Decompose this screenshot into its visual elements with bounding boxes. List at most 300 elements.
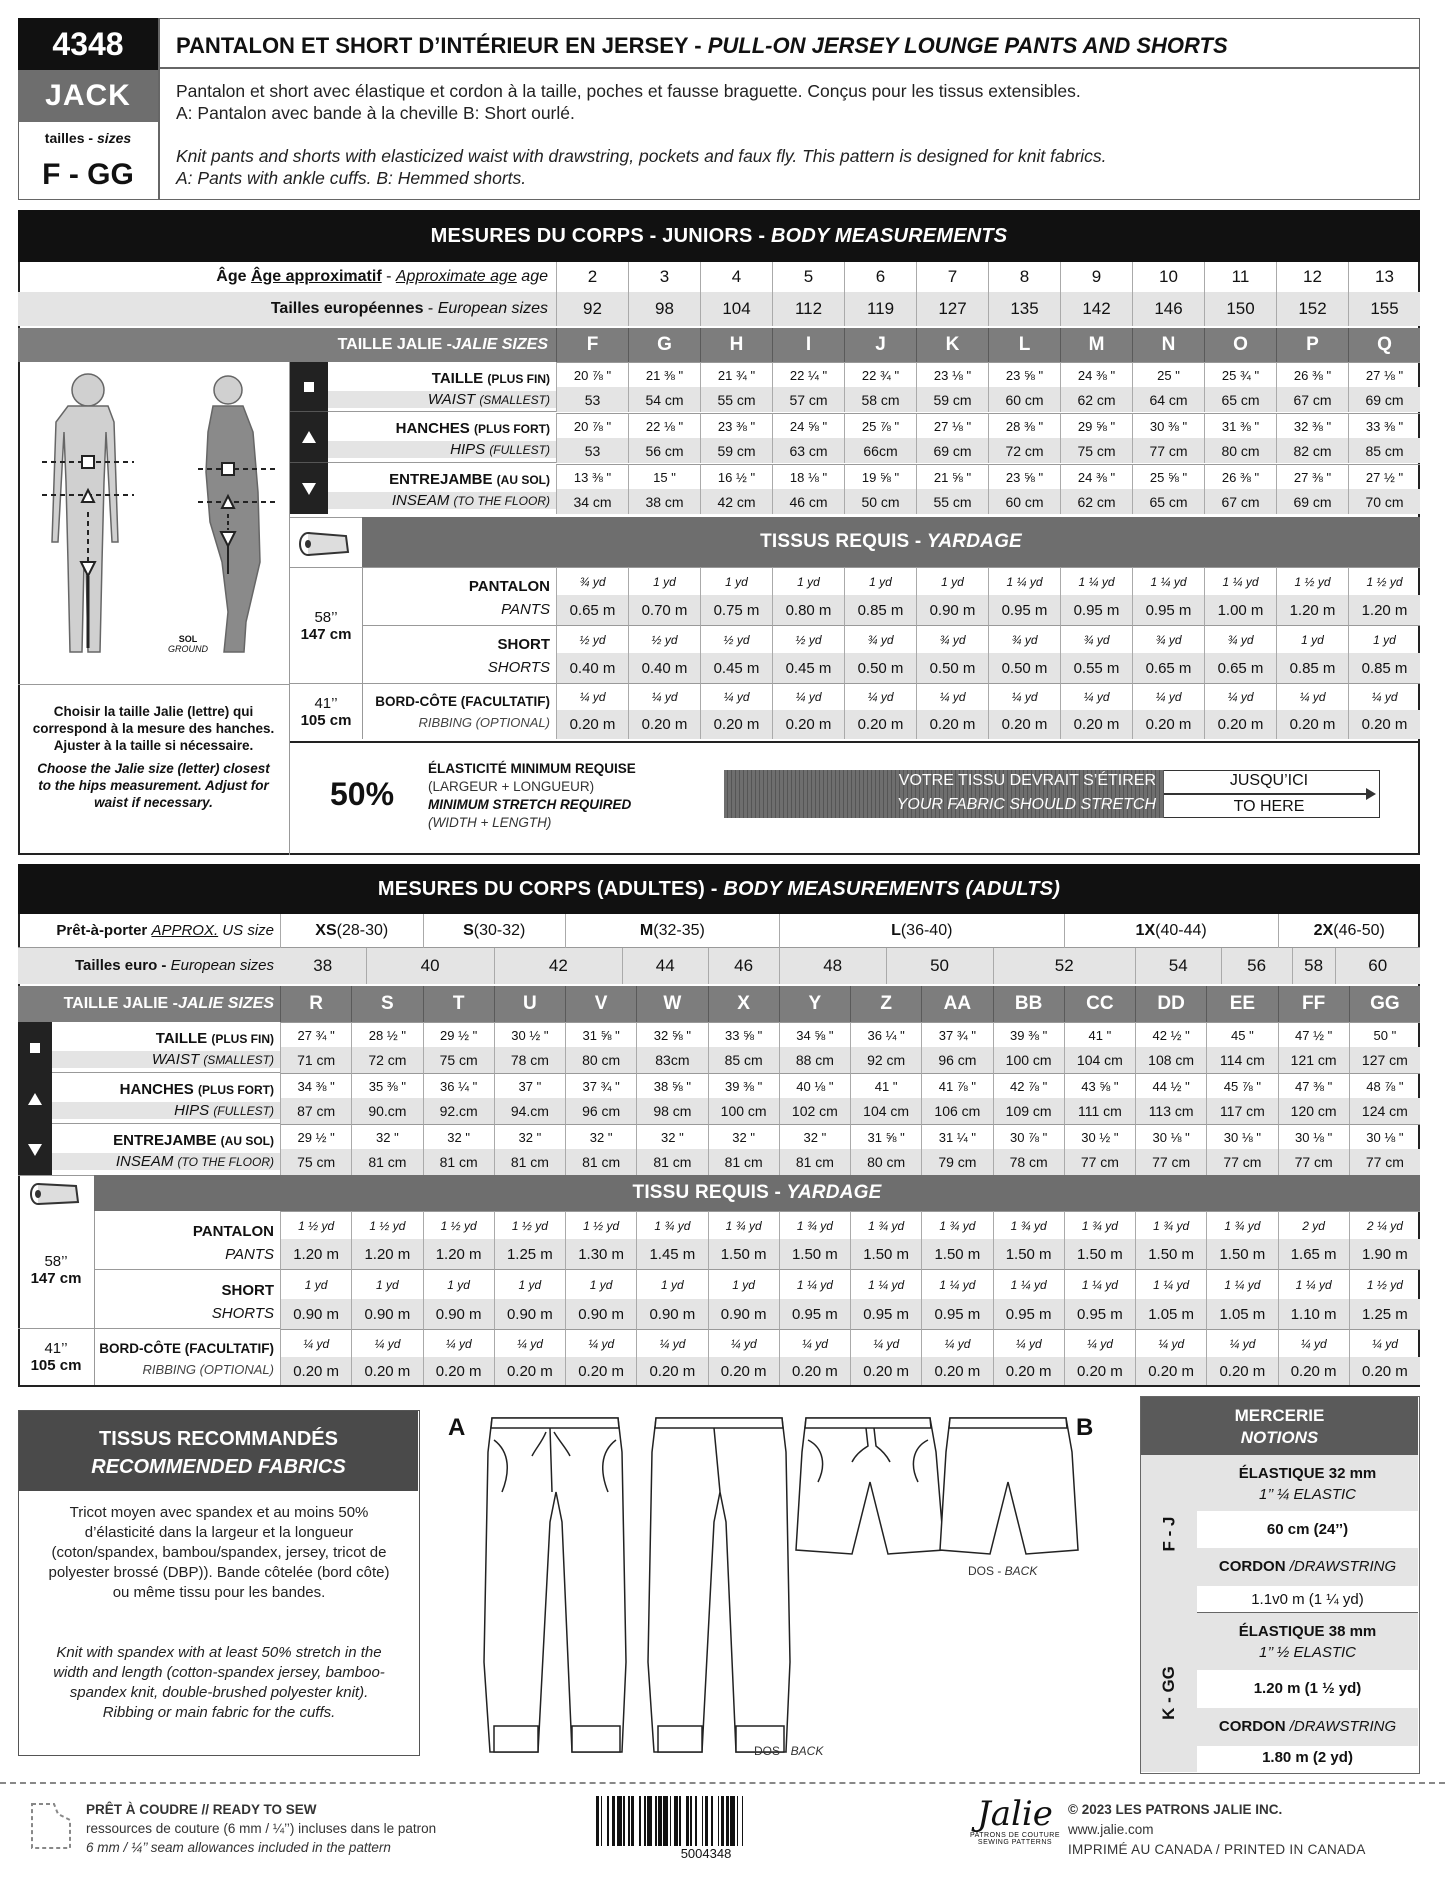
hips-cm-cell: 80 cm (1204, 438, 1276, 463)
inseam-in-cell: 27 ⅜ " (1276, 464, 1348, 489)
pants-m-cell: 0.80 m (772, 595, 844, 625)
adult-waist-cm-cell: 92 cm (850, 1047, 921, 1073)
euro-size-cell: 38 (313, 956, 333, 975)
adult-hips-cm-cell: 106 cm (921, 1098, 992, 1124)
waist-cm-cell: 62 cm (1060, 387, 1132, 412)
rtw-size-cell (779, 914, 1064, 948)
rib-yd-cell: ¼ yd (700, 683, 772, 710)
hips-cm-cell: 72 cm (988, 438, 1060, 463)
adult-pants-yd-cell: 1 ½ yd (423, 1211, 494, 1239)
adult-hips-cm-cell: 98 cm (636, 1098, 707, 1124)
waist-cm-cell: 59 cm (916, 387, 988, 412)
adult-hips-in-cell: 36 ¼ " (423, 1073, 494, 1098)
shorts-m-cell: 0.45 m (700, 653, 772, 683)
adults-euro-values (280, 948, 1420, 984)
adult-inseam-in-cell: 31 ¼ " (921, 1124, 992, 1149)
euro-size-cell: 42 (494, 948, 622, 984)
rib-m-cell: 0.20 m (988, 710, 1060, 739)
adult-hips-cm-cell: 96 cm (565, 1098, 636, 1124)
adult-hips-in-cell: 44 ½ " (1135, 1073, 1206, 1098)
adult-waist-cm-cell: 104 cm (1064, 1047, 1135, 1073)
rib-yd-cell: ¼ yd (1132, 683, 1204, 710)
adult-jalie-size-cell: T (423, 986, 494, 1022)
measure-labels: TAILLE (PLUS FIN) WAIST (SMALLEST) HANCHES (PLUS FORT) HIPS (FULLEST) ENTREJAMBE (AU SOL) INSEAM (TO THE FLOOR) (328, 362, 556, 514)
euro-size-cell: 98 (628, 292, 700, 326)
adult-hips-cm-cell: 90.cm (351, 1098, 422, 1124)
adult-shorts-m-cell: 0.95 m (779, 1299, 850, 1329)
adult-jalie-size-cell: CC (1064, 986, 1135, 1022)
barcode-bar (702, 1796, 704, 1846)
adult-hips-cm-cell: 111 cm (1064, 1098, 1135, 1124)
rib-m-cell: 0.20 m (1276, 710, 1348, 739)
adult-shorts-yd-cell: 1 yd (636, 1269, 707, 1299)
pants-m-cell: 0.65 m (556, 595, 628, 625)
hips-cm-cell: 59 cm (700, 438, 772, 463)
adult-rib-m-cell: 0.20 m (351, 1357, 422, 1385)
adult-rib-yd-cell: ¼ yd (351, 1329, 422, 1357)
stretch-percent: 50% (330, 776, 395, 812)
waist-in-cell: 21 ¾ " (700, 362, 772, 387)
pants-yd-cell: 1 yd (700, 567, 772, 595)
pants-label: PANTALON PANTS (362, 567, 556, 625)
adult-inseam-cm-cell: 81 cm (565, 1149, 636, 1175)
waist-cm-cell: 53 (556, 387, 628, 412)
adult-hips-cm-cell: 94.cm (494, 1098, 565, 1124)
rib-yd-cell: ¼ yd (1204, 683, 1276, 710)
rib-m-cell: 0.20 m (844, 710, 916, 739)
adult-rib-m-cell: 0.20 m (993, 1357, 1064, 1385)
pants-yd-cell: 1 ¼ yd (1132, 567, 1204, 595)
inseam-in-cell: 27 ½ " (1348, 464, 1420, 489)
adult-inseam-cm-cell: 81 cm (708, 1149, 779, 1175)
barcode-bar (601, 1796, 603, 1846)
euro-size-cell: 92 (556, 292, 628, 326)
adult-waist-cm-cell: 72 cm (351, 1047, 422, 1073)
pants-m-cell: 0.95 m (1060, 595, 1132, 625)
hips-in-cell: 23 ⅜ " (700, 413, 772, 438)
pants-yd-cell: 1 ½ yd (1276, 567, 1348, 595)
adult-inseam-cm-cell: 77 cm (1135, 1149, 1206, 1175)
barcode-bar (686, 1796, 689, 1846)
rtw-size-range: (28-30) (336, 922, 389, 939)
adult-pants-m-cell: 1.30 m (565, 1239, 636, 1269)
adult-hips-cm-cell: 120 cm (1278, 1098, 1349, 1124)
barcode-bar (718, 1796, 720, 1846)
adult-waist-cm-cell: 83cm (636, 1047, 707, 1073)
shorts-yd-cell: ½ yd (772, 625, 844, 653)
adult-pants-yd-cell: 1 ¾ yd (1064, 1211, 1135, 1239)
jalie-size-cell: I (772, 328, 844, 362)
adult-inseam-in-cell: 32 " (708, 1124, 779, 1149)
jalie-size-cell: G (628, 328, 700, 362)
shorts-back-caption: DOS - BACK (968, 1564, 1038, 1578)
adult-inseam-in-cell: 32 " (494, 1124, 565, 1149)
adult-waist-in-cell: 45 " (1206, 1022, 1277, 1047)
euro-size-cell: 146 (1132, 292, 1204, 326)
adult-inseam-in-cell: 32 " (779, 1124, 850, 1149)
adult-jalie-size-cell: U (494, 986, 565, 1022)
hips-in-cell: 30 ⅜ " (1132, 413, 1204, 438)
inseam-cm-cell: 55 cm (916, 489, 988, 514)
waist-in-cell: 22 ¾ " (844, 362, 916, 387)
waist-in-cell: 23 ⅝ " (988, 362, 1060, 387)
adult-rib-m-cell: 0.20 m (636, 1357, 707, 1385)
inseam-cm-cell: 46 cm (772, 489, 844, 514)
barcode-bar (705, 1796, 708, 1846)
rtw-sizes-row (280, 914, 1420, 948)
hips-cm-cell: 82 cm (1276, 438, 1348, 463)
adult-hips-in-cell: 43 ⅝ " (1064, 1073, 1135, 1098)
fabrics-title-fr: TISSUS RECOMMANDÉS (99, 1428, 338, 1450)
adult-hips-in-cell: 41 " (850, 1073, 921, 1098)
pants-yd-cell: ¾ yd (556, 567, 628, 595)
juniors-title: MESURES DU CORPS - JUNIORS - BODY MEASUREMENTS (18, 210, 1420, 262)
square-icon (30, 1043, 40, 1053)
fabric-roll-icon (290, 517, 362, 567)
rib-yd-cell: ¼ yd (1060, 683, 1132, 710)
adult-hips-cm-cell: 100 cm (708, 1098, 779, 1124)
adult-jalie-size-cell: X (708, 986, 779, 1022)
rtw-size-letter: 2X (1313, 922, 1334, 939)
adult-shorts-m-cell: 0.90 m (351, 1299, 422, 1329)
rtw-size-cell (1278, 914, 1421, 948)
adult-inseam-in-cell: 29 ½ " (280, 1124, 351, 1149)
inseam-in-cell: 23 ⅝ " (988, 464, 1060, 489)
shorts-label: SHORT SHORTS (362, 625, 556, 683)
adult-jalie-size-cell: AA (921, 986, 992, 1022)
rib-m-cell: 0.20 m (1204, 710, 1276, 739)
body-figures (18, 362, 290, 684)
barcode-bar (674, 1796, 677, 1846)
rtw-size-letter: S (463, 922, 474, 939)
hips-cm-cell: 85 cm (1348, 438, 1420, 463)
pants-m-cell: 0.90 m (916, 595, 988, 625)
adult-hips-cm-cell: 117 cm (1206, 1098, 1277, 1124)
waist-in-cell: 20 ⅞ " (556, 362, 628, 387)
adult-shorts-yd-cell: 1 yd (708, 1269, 779, 1299)
adult-hips-in-cell: 38 ⅝ " (636, 1073, 707, 1098)
shorts-m-cell: 0.50 m (916, 653, 988, 683)
adult-rib-yd-cell: ¼ yd (280, 1329, 351, 1357)
hips-in-cell: 29 ⅝ " (1060, 413, 1132, 438)
shorts-m-cell: 0.45 m (772, 653, 844, 683)
adult-pants-yd-cell: 1 ¾ yd (636, 1211, 707, 1239)
barcode-bar (612, 1796, 615, 1846)
adults-measure-labels: TAILLE (PLUS FIN) WAIST (SMALLEST) HANCHES (PLUS FORT) HIPS (FULLEST) ENTREJAMBE (AU SOL) INSEAM (TO THE FLOOR) (52, 1022, 280, 1175)
jalie-size-cell: Q (1348, 328, 1420, 362)
adults-width-58: 58’’ 147 cm (30, 1252, 82, 1287)
shorts-yd-cell: ½ yd (556, 625, 628, 653)
adult-waist-in-cell: 27 ¾ " (280, 1022, 351, 1047)
adult-rib-m-cell: 0.20 m (708, 1357, 779, 1385)
adult-waist-cm-cell: 71 cm (280, 1047, 351, 1073)
rib-m-cell: 0.20 m (700, 710, 772, 739)
euro-size-cell: 104 (700, 292, 772, 326)
adult-pants-yd-cell: 1 ½ yd (280, 1211, 351, 1239)
adult-rib-yd-cell: ¼ yd (850, 1329, 921, 1357)
euro-size-cell: 54 (1135, 948, 1221, 984)
waist-in-cell: 21 ⅜ " (628, 362, 700, 387)
adult-inseam-cm-cell: 78 cm (993, 1149, 1064, 1175)
adult-inseam-cm-cell: 81 cm (779, 1149, 850, 1175)
adult-rib-m-cell: 0.20 m (1064, 1357, 1135, 1385)
adult-pants-yd-cell: 1 ¾ yd (708, 1211, 779, 1239)
shorts-m-cell: 0.85 m (1348, 653, 1420, 683)
rib-yd-cell: ¼ yd (916, 683, 988, 710)
rib-m-cell: 0.20 m (556, 710, 628, 739)
adult-shorts-m-cell: 0.90 m (636, 1299, 707, 1329)
adult-inseam-cm-cell: 81 cm (351, 1149, 422, 1175)
rib-m-cell: 0.20 m (628, 710, 700, 739)
pants-yd-cell: 1 yd (844, 567, 916, 595)
adult-pants-yd-cell: 1 ¾ yd (993, 1211, 1064, 1239)
age-cell: 11 (1204, 262, 1276, 292)
adult-shorts-m-cell: 0.90 m (565, 1299, 636, 1329)
adult-hips-in-cell: 34 ⅜ " (280, 1073, 351, 1098)
rib-yd-cell: ¼ yd (556, 683, 628, 710)
fabric-width-58: 58’’ 147 cm (290, 567, 362, 683)
age-cell: 8 (988, 262, 1060, 292)
adult-rib-m-cell: 0.20 m (423, 1357, 494, 1385)
juniors-yardage-title: TISSUS REQUIS - YARDAGE (362, 517, 1420, 567)
euro-size-cell: 46 (708, 948, 779, 984)
shorts-yd-cell: 1 yd (1276, 625, 1348, 653)
adult-jalie-size-cell: R (280, 986, 351, 1022)
adult-waist-cm-cell: 75 cm (423, 1047, 494, 1073)
adult-pants-m-cell: 1.50 m (779, 1239, 850, 1269)
adult-shorts-yd-cell: 1 ¼ yd (850, 1269, 921, 1299)
adult-pants-yd-cell: 1 ¾ yd (921, 1211, 992, 1239)
adult-jalie-size-cell: EE (1206, 986, 1277, 1022)
jalie-size-cell: N (1132, 328, 1204, 362)
rib-m-cell: 0.20 m (1060, 710, 1132, 739)
shorts-yd-cell: ½ yd (628, 625, 700, 653)
pants-front-drawing (484, 1418, 626, 1752)
rtw-size-cell (565, 914, 779, 948)
adult-shorts-m-cell: 1.25 m (1349, 1299, 1420, 1329)
jalie-logo: Jalie PATRONS DE COUTURE SEWING PATTERNS (969, 1794, 1061, 1846)
fabric-width-41: 41’’ 105 cm (290, 683, 362, 739)
adult-rib-yd-cell: ¼ yd (565, 1329, 636, 1357)
adult-hips-cm-cell: 102 cm (779, 1098, 850, 1124)
pattern-piece-icon (28, 1800, 74, 1852)
adult-pants-m-cell: 1.20 m (280, 1239, 351, 1269)
triangle-up-icon (302, 431, 316, 443)
adult-shorts-yd-cell: 1 ¼ yd (1278, 1269, 1349, 1299)
adults-ribbing-label: BORD-CÔTE (FACULTATIF) RIBBING (OPTIONAL) (94, 1328, 280, 1385)
rib-m-cell: 0.20 m (772, 710, 844, 739)
adult-pants-yd-cell: 1 ½ yd (351, 1211, 422, 1239)
adult-shorts-m-cell: 0.95 m (921, 1299, 992, 1329)
adult-hips-in-cell: 42 ⅞ " (993, 1073, 1064, 1098)
adult-rib-m-cell: 0.20 m (1206, 1357, 1277, 1385)
age-cell: 6 (844, 262, 916, 292)
waist-cm-cell: 65 cm (1204, 387, 1276, 412)
sizes-label: tailles - sizes (44, 130, 132, 146)
pants-yd-cell: 1 yd (916, 567, 988, 595)
triangle-down-icon (302, 483, 316, 495)
adult-shorts-yd-cell: 1 yd (494, 1269, 565, 1299)
age-row: Âge Âge approximatif - Approximate age age (216, 268, 548, 285)
rtw-size-letter: XS (315, 922, 337, 939)
inseam-cm-cell: 65 cm (1132, 489, 1204, 514)
adult-hips-in-cell: 37 ¾ " (565, 1073, 636, 1098)
choose-size-note: Choisir la taille Jalie (lettre) qui correspond à la mesure des hanches. Ajuster à la taille si nécessaire. Choose the Jalie size (letter) closest to the hips measurement. Adjust for waist if necessary. (18, 684, 290, 855)
adult-shorts-m-cell: 0.95 m (850, 1299, 921, 1329)
euro-size-cell: 152 (1276, 292, 1348, 326)
adult-hips-cm-cell: 104 cm (850, 1098, 921, 1124)
shorts-m-cell: 0.40 m (556, 653, 628, 683)
inseam-cm-cell: 69 cm (1276, 489, 1348, 514)
adult-shorts-yd-cell: 1 ¼ yd (1064, 1269, 1135, 1299)
adult-rib-m-cell: 0.20 m (1135, 1357, 1206, 1385)
waist-in-cell: 25 " (1132, 362, 1204, 387)
adult-rib-m-cell: 0.20 m (1349, 1357, 1420, 1385)
adult-waist-cm-cell: 88 cm (779, 1047, 850, 1073)
adult-rib-yd-cell: ¼ yd (921, 1329, 992, 1357)
euro-size-cell: 44 (622, 948, 708, 984)
age-cell: 13 (1348, 262, 1420, 292)
adults-fabric-roll-icon (18, 1175, 94, 1211)
shorts-m-cell: 0.40 m (628, 653, 700, 683)
euro-size-cell: 56 (1221, 948, 1292, 984)
waist-cm-cell: 64 cm (1132, 387, 1204, 412)
adult-shorts-m-cell: 0.90 m (280, 1299, 351, 1329)
header-divider (158, 18, 160, 200)
inseam-in-cell: 25 ⅝ " (1132, 464, 1204, 489)
adult-hips-cm-cell: 124 cm (1349, 1098, 1420, 1124)
triangle-down-icon (28, 1144, 42, 1156)
adult-jalie-size-cell: S (351, 986, 422, 1022)
adult-waist-cm-cell: 96 cm (921, 1047, 992, 1073)
rtw-size-range: (30-32) (473, 922, 526, 939)
inseam-in-cell: 26 ⅜ " (1204, 464, 1276, 489)
size-range: F - GG (42, 158, 134, 191)
adult-hips-in-cell: 45 ⅞ " (1206, 1073, 1277, 1098)
adult-inseam-cm-cell: 81 cm (494, 1149, 565, 1175)
adult-waist-in-cell: 47 ½ " (1278, 1022, 1349, 1047)
adult-pants-m-cell: 1.20 m (351, 1239, 422, 1269)
adult-inseam-in-cell: 30 ⅞ " (993, 1124, 1064, 1149)
rtw-size-letter: M (639, 922, 654, 939)
adult-shorts-yd-cell: 1 ¼ yd (1135, 1269, 1206, 1299)
rib-yd-cell: ¼ yd (1348, 683, 1420, 710)
adult-shorts-m-cell: 0.95 m (1064, 1299, 1135, 1329)
fabrics-text-fr: Tricot moyen avec spandex et au moins 50% d’élasticité dans la largeur et la longueur (coton/spandex, bambou/spandex, jersey, tricot de polyester brossé (DBP)). Bande côtelée (bord côte) ou même tissu pour les bandes. (48, 1504, 390, 1601)
inseam-cm-cell: 70 cm (1348, 489, 1420, 514)
age-cell: 4 (700, 262, 772, 292)
inseam-in-cell: 15 " (628, 464, 700, 489)
adult-pants-yd-cell: 1 ¾ yd (779, 1211, 850, 1239)
hips-in-cell: 32 ⅜ " (1276, 413, 1348, 438)
adult-inseam-in-cell: 30 ⅛ " (1278, 1124, 1349, 1149)
recommended-fabrics (18, 1410, 420, 1756)
rtw-size-range: (32-35) (653, 922, 705, 939)
shorts-yd-cell: ¾ yd (988, 625, 1060, 653)
adult-rib-m-cell: 0.20 m (921, 1357, 992, 1385)
adult-rib-yd-cell: ¼ yd (1064, 1329, 1135, 1357)
stretch-bar-fr: VOTRE TISSU DEVRAIT S’ÉTIRER (898, 772, 1156, 789)
adults-width-41: 41’’ 105 cm (18, 1328, 94, 1385)
elastic-38: ÉLASTIQUE 38 mm (1238, 1623, 1377, 1640)
hips-cm-cell: 77 cm (1132, 438, 1204, 463)
adult-rib-yd-cell: ¼ yd (1349, 1329, 1420, 1357)
euro-size-cell: 60 (1335, 948, 1421, 984)
hips-in-cell: 25 ⅞ " (844, 413, 916, 438)
adult-shorts-yd-cell: 1 ¼ yd (993, 1269, 1064, 1299)
adult-pants-m-cell: 1.50 m (1135, 1239, 1206, 1269)
pattern-title: PANTALON ET SHORT D’INTÉRIEUR EN JERSEY - PULL-ON JERSEY LOUNGE PANTS AND SHORTS (176, 33, 1228, 58)
inseam-in-cell: 21 ⅝ " (916, 464, 988, 489)
euro-size-cell: 150 (1204, 292, 1276, 326)
adult-waist-in-cell: 29 ½ " (423, 1022, 494, 1047)
euro-size-cell: 119 (844, 292, 916, 326)
inseam-in-cell: 13 ⅜ " (556, 464, 628, 489)
pants-yd-cell: 1 yd (628, 567, 700, 595)
adult-shorts-yd-cell: 1 ¼ yd (1206, 1269, 1277, 1299)
adult-pants-m-cell: 1.50 m (1206, 1239, 1277, 1269)
fabrics-title-en: RECOMMENDED FABRICS (91, 1456, 346, 1478)
euro-size-cell: 50 (886, 948, 993, 984)
hips-in-cell: 24 ⅝ " (772, 413, 844, 438)
adult-rib-yd-cell: ¼ yd (708, 1329, 779, 1357)
adult-pants-m-cell: 1.50 m (708, 1239, 779, 1269)
shorts-yd-cell: ¾ yd (1204, 625, 1276, 653)
stretch-bar-en: YOUR FABRIC SHOULD STRETCH (896, 796, 1156, 813)
euro-size-cell: 48 (779, 948, 886, 984)
measure-icon-col (290, 362, 328, 514)
shorts-m-cell: 0.55 m (1060, 653, 1132, 683)
pants-m-cell: 1.00 m (1204, 595, 1276, 625)
rtw-size-cell (423, 914, 566, 948)
shorts-m-cell: 0.50 m (844, 653, 916, 683)
adult-hips-in-cell: 35 ⅜ " (351, 1073, 422, 1098)
euro-size-cell: 155 (1348, 292, 1420, 326)
shorts-m-cell: 0.65 m (1204, 653, 1276, 683)
pants-m-cell: 1.20 m (1348, 595, 1420, 625)
hips-cm-cell: 75 cm (1060, 438, 1132, 463)
stretch-text: ÉLASTICITÉ MINIMUM REQUISE (LARGEUR + LONGUEUR) MINIMUM STRETCH REQUIRED (WIDTH + LENGTH) (428, 761, 636, 830)
shorts-m-cell: 0.50 m (988, 653, 1060, 683)
adult-shorts-yd-cell: 1 yd (351, 1269, 422, 1299)
notions-title-fr: MERCERIE (1234, 1406, 1325, 1425)
age-cell: 2 (556, 262, 628, 292)
hips-cm-cell: 56 cm (628, 438, 700, 463)
adult-pants-m-cell: 1.65 m (1278, 1239, 1349, 1269)
notions-group-kgg: K - GG (1141, 1613, 1197, 1772)
adult-inseam-in-cell: 32 " (636, 1124, 707, 1149)
pattern-number-box: 4348 (18, 18, 158, 70)
adult-hips-cm-cell: 109 cm (993, 1098, 1064, 1124)
pants-m-cell: 1.20 m (1276, 595, 1348, 625)
adults-shorts-label: SHORT SHORTS (94, 1269, 280, 1328)
description-en: Knit pants and shorts with elasticized waist with drawstring, pockets and faux fly. This pattern is designed for knit fabrics. A: Pants with ankle cuffs. B: Hemmed shorts. (176, 146, 1107, 188)
euro-size-cell: 58 (1292, 948, 1335, 984)
waist-cm-cell: 60 cm (988, 387, 1060, 412)
stretch-to-fr: JUSQU’ICI (1229, 772, 1309, 789)
garment-line-drawings (480, 1412, 1080, 1764)
adult-hips-in-cell: 41 ⅞ " (921, 1073, 992, 1098)
euro-row-label: Tailles européennes - European sizes (270, 300, 548, 317)
adult-jalie-size-cell: FF (1278, 986, 1349, 1022)
adult-shorts-m-cell: 1.10 m (1278, 1299, 1349, 1329)
age-cell: 3 (628, 262, 700, 292)
adult-rib-yd-cell: ¼ yd (1135, 1329, 1206, 1357)
adult-hips-cm-cell: 113 cm (1135, 1098, 1206, 1124)
barcode-bar (647, 1796, 652, 1846)
hips-in-cell: 33 ⅜ " (1348, 413, 1420, 438)
adult-rib-yd-cell: ¼ yd (494, 1329, 565, 1357)
